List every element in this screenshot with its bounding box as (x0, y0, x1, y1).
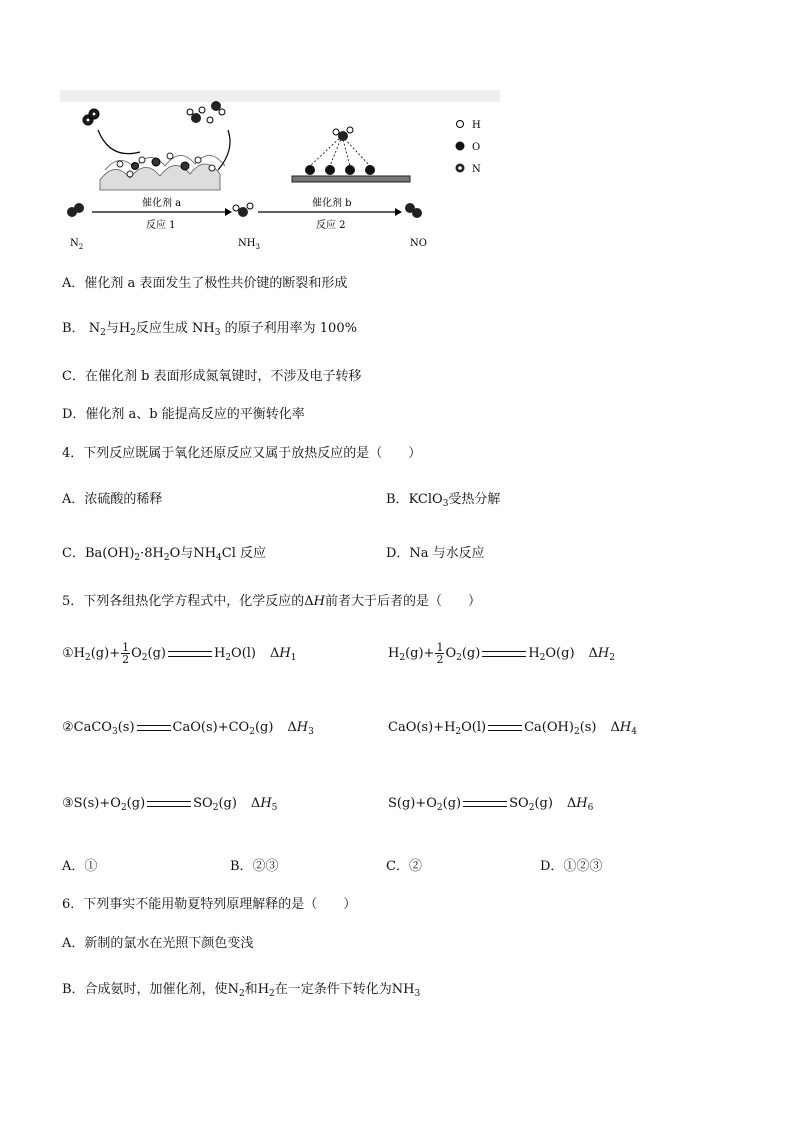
n2-molecule-top (83, 109, 99, 125)
legend (456, 120, 482, 175)
catalysis-diagram (60, 90, 500, 250)
q4-option-d: D．Na 与水反应 (386, 546, 485, 561)
equation-1a: $①H_2(g)+$ $\frac{1}{2}$ $O_2(g)$ $H_2O(l)$ $\Delta H_1$ (62, 641, 297, 666)
equation-3a: $③S(s)+O_2(g)$ $SO_2(g)$ $\Delta H_5$ (62, 796, 278, 813)
q5-stem: 5．下列各组热化学方程式中，化学反应的ΔH前者大于后者的是（ ） (62, 594, 482, 609)
reaction-2-label: 反应 2 (316, 220, 346, 231)
legend-h-label: H (472, 120, 481, 131)
legend-n-label: N (472, 164, 481, 175)
reaction-1-label: 反应 1 (146, 220, 176, 231)
q4-option-a: A．浓硫酸的稀释 (62, 492, 163, 507)
q3-option-b: B． $N_2$与$H_2$反应生成 $NH_3$ 的原子利用率为 100% (62, 321, 357, 338)
q6-stem: 6．下列事实不能用勒夏特列原理解释的是（ ） (62, 897, 357, 912)
equation-1b: $H_2(g)+$ $\frac{1}{2}$ $O_2(g)$ $H_2O(g)$ $\Delta H_2$ (388, 641, 615, 666)
q4-option-c: C．$Ba(OH)_2\cdot 8H_2O$与$NH_4Cl$ 反应 (62, 546, 267, 563)
legend-o-label: O (472, 142, 481, 153)
nh3-on-catalyst-b (333, 127, 353, 141)
q3-option-c: C．在催化剂 b 表面形成氮氧键时，不涉及电子转移 (62, 369, 362, 384)
arrow-in (98, 130, 140, 154)
diagram-top-band (60, 90, 500, 102)
catalyst-b-surface (292, 176, 410, 182)
q3-option-d: D．催化剂 a、b 能提高反应的平衡转化率 (62, 407, 305, 422)
catalyst-a-surface (100, 153, 225, 190)
equation-3b: $S(g)+O_2(g)$ $SO_2(g)$ $\Delta H_6$ (388, 796, 594, 813)
nh3-molecule-top (187, 101, 225, 123)
arrow-out (218, 130, 230, 170)
q3-option-a: A．催化剂 a 表面发生了极性共价键的断裂和形成 (62, 276, 348, 291)
no-molecule-bottom (405, 203, 422, 218)
nh3-molecule-bottom (233, 203, 253, 217)
q4-option-b: B．KClO$_3$受热分解 (386, 492, 501, 509)
n2-molecule-bottom (67, 203, 84, 217)
equation-2a: ②CaCO$_3$(s) $CaO(s)+CO_2(g)$ $\Delta H_3$ (62, 720, 314, 737)
q5-option-a: A．① (62, 859, 98, 874)
equation-2b: $CaO(s)+H_2O(l)$ $Ca(OH)_2(s)$ $\Delta H_4$ (388, 720, 637, 737)
q5-option-c: C．② (386, 859, 422, 874)
nh3-label: $NH_3$ (238, 238, 260, 250)
catalyst-a-label: 催化剂 a (142, 198, 182, 209)
no-label: NO (410, 238, 427, 249)
legend-h-icon (457, 121, 464, 128)
q6-option-a: A．新制的氯水在光照下颜色变浅 (62, 936, 254, 951)
n2-label: $N_2$ (70, 238, 84, 250)
oxygen-atoms (305, 165, 375, 175)
q4-stem: 4．下列反应既属于氧化还原反应又属于放热反应的是（ ） (62, 446, 422, 461)
adsorption-lines (310, 136, 370, 166)
q6-option-b: B．合成氨时，加催化剂，使$N_2$和$H_2$在一定条件下转化为$NH_3$ (62, 982, 421, 999)
q5-option-d: D．①②③ (540, 859, 603, 874)
catalyst-b-label: 催化剂 b (312, 198, 352, 209)
q5-option-b: B．②③ (230, 859, 279, 874)
legend-o-icon (456, 142, 465, 151)
